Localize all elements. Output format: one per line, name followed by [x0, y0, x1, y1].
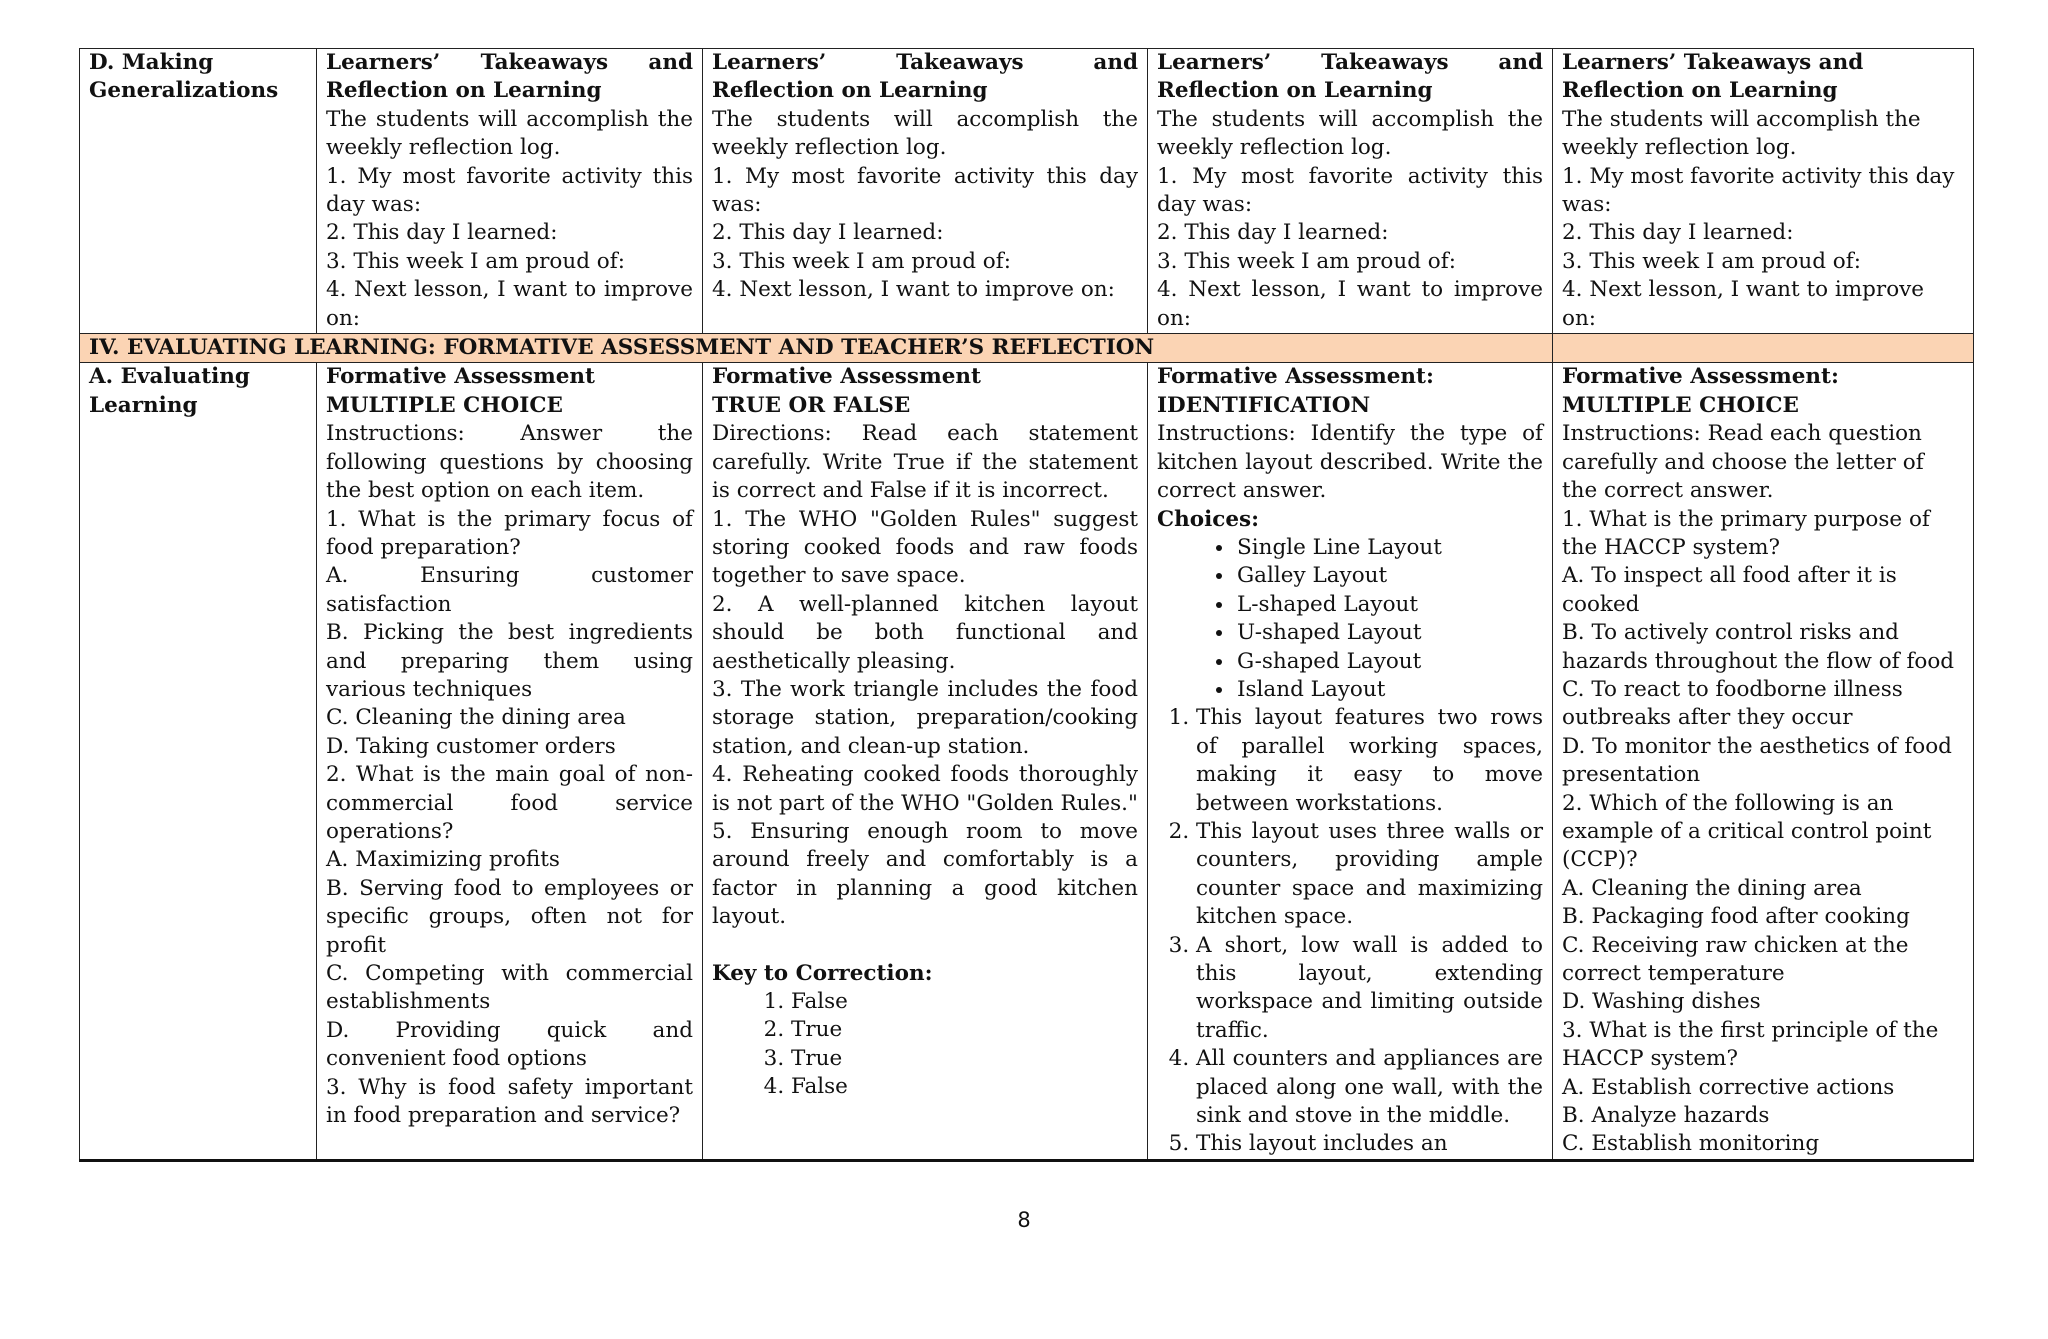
answer-key-item: 4. False — [791, 1073, 1138, 1101]
question-line: 2. Which of the following is an example of a critical control point (CCP)? — [1562, 790, 1932, 873]
reflection-intro: The students will accomplish the weekly reflection log. — [712, 106, 1138, 161]
answer-key-title: Key to Correction: — [712, 960, 933, 986]
reflection-day2 — [703, 49, 1148, 334]
choice-item: • Single Line Layout — [1235, 534, 1543, 562]
assessment-lines — [712, 420, 1138, 931]
assessment-title: Formative Assessment — [326, 364, 595, 390]
assessment-title: Formative Assessment: — [1562, 364, 1839, 390]
question-line: A. Establish corrective actions — [1562, 1074, 1895, 1100]
question-line: A. To inspect all food after it is cooked — [1562, 563, 1897, 617]
statement-line: 1. The WHO "Golden Rules" suggest storing cooked foods and raw foods together to save space. — [712, 506, 1138, 589]
reflection-item: 1. My most favorite activity this day was: — [326, 163, 693, 218]
statement-line: 2. A well-planned kitchen layout should be both functional and aesthetically pleasing. — [712, 591, 1138, 674]
reflection-heading: Learners’ Takeaways and Reflection on Learning — [326, 50, 693, 104]
reflection-heading: Learners’ Takeaways and Reflection on Learning — [712, 50, 1138, 104]
choices-label: Choices: — [1157, 506, 1260, 532]
assessment-instructions: Directions: Read each statement carefully. Write True if the statement is correct and False if it is incorrect. — [712, 421, 1138, 504]
question-line: D. Washing dishes — [1562, 989, 1761, 1015]
identification-item: 1. This layout features two rows of parallel working spaces, making it easy to move between workstations. — [1196, 704, 1543, 818]
reflection-item: 3. This week I am proud of: — [1562, 248, 1861, 274]
reflection-day4 — [1553, 49, 1974, 334]
question-line: B. Packaging food after cooking — [1562, 904, 1910, 930]
reflection-intro: The students will accomplish the weekly reflection log. — [1157, 106, 1543, 161]
assessment-type: TRUE OR FALSE — [712, 392, 911, 418]
question-line: 2. What is the main goal of non-commercial food service operations? — [326, 762, 693, 844]
question-line: B. Serving food to employees or specific groups, often not for profit — [326, 875, 693, 958]
question-line: C. Competing with commercial establishments — [326, 961, 693, 1015]
reflection-item: 1. My most favorite activity this day was: — [1157, 163, 1543, 218]
evaluating-label: A. Evaluating Learning — [80, 363, 317, 1160]
reflection-item: 2. This day I learned: — [1562, 220, 1794, 246]
generalizations-label: D. Making Generalizations — [80, 49, 317, 334]
choice-item: • G-shaped Layout — [1235, 648, 1543, 676]
answer-key-list — [712, 988, 1138, 1102]
statement-line: 5. Ensuring enough room to move around freely and comfortably is a factor in planning a good kitchen layout. — [712, 818, 1138, 930]
page-number: 8 — [1017, 1208, 1031, 1232]
assessment-type: MULTIPLE CHOICE — [1562, 392, 1799, 418]
question-line: B. To actively control risks and hazards throughout the flow of food — [1562, 620, 1955, 674]
question-line: D. Providing quick and convenient food options — [326, 1017, 693, 1072]
reflection-intro: The students will accomplish the weekly reflection log. — [326, 106, 693, 161]
reflection-item: 4. Next lesson, I want to improve on: — [326, 277, 693, 331]
identification-item: 5. This layout includes an — [1196, 1130, 1543, 1158]
identification-item: 2. This layout uses three walls or counters, providing ample counter space and maximizing kitchen space. — [1196, 818, 1543, 932]
assessment-multiple-choice-day4 — [1553, 363, 1974, 1160]
answer-key-item: 2. True — [791, 1016, 1138, 1044]
question-line: C. Establish monitoring — [1562, 1131, 1820, 1157]
choice-item: • Island Layout — [1235, 676, 1543, 704]
identification-item: 4. All counters and appliances are placed along one wall, with the sink and stove in the middle. — [1196, 1045, 1543, 1130]
identification-items — [1157, 704, 1543, 1159]
assessment-title: Formative Assessment — [712, 364, 981, 390]
answer-key-item: 1. False — [791, 988, 1138, 1016]
reflection-heading: Learners’ Takeaways and Reflection on Learning — [1157, 50, 1543, 104]
reflection-item: 2. This day I learned: — [326, 220, 558, 246]
assessment-type: IDENTIFICATION — [1157, 392, 1371, 418]
reflection-item: 4. Next lesson, I want to improve on: — [1157, 277, 1543, 331]
reflection-day1 — [317, 49, 703, 334]
question-line: C. Receiving raw chicken at the correct temperature — [1562, 932, 1909, 986]
assessment-instructions: Instructions: Read each question carefully and choose the letter of the correct answer. — [1562, 421, 1924, 504]
question-line: 1. What is the primary purpose of the HACCP system? — [1562, 506, 1930, 560]
spacer — [712, 932, 1138, 960]
reflection-intro: The students will accomplish the weekly reflection log. — [1562, 106, 1921, 161]
assessment-type: MULTIPLE CHOICE — [326, 392, 563, 418]
reflection-item: 3. This week I am proud of: — [712, 248, 1011, 274]
question-line: A. Maximizing profits — [326, 847, 560, 873]
question-line: D. To monitor the aesthetics of food presentation — [1562, 733, 1952, 788]
answer-key-item: 3. True — [791, 1045, 1138, 1073]
assessment-instructions: Instructions: Answer the following questions by choosing the best option on each item. — [326, 421, 693, 504]
assessment-multiple-choice-day1 — [317, 363, 703, 1160]
assessment-true-false — [703, 363, 1148, 1160]
assessment-lines — [1562, 420, 1964, 1159]
statement-line: 3. The work triangle includes the food storage station, preparation/cooking station, and clean-up station. — [712, 676, 1138, 759]
section-header-empty-cell — [1553, 334, 1974, 363]
assessment-title: Formative Assessment: — [1157, 364, 1434, 390]
generalizations-row — [80, 49, 1974, 334]
reflection-item: 2. This day I learned: — [712, 220, 944, 246]
question-line: C. Cleaning the dining area — [326, 705, 626, 731]
question-line: 3. Why is food safety important in food preparation and service? — [326, 1074, 693, 1129]
identification-item: 3. A short, low wall is added to this layout, extending workspace and limiting outside traffic. — [1196, 932, 1543, 1046]
section-header-row — [80, 334, 1974, 363]
reflection-item: 3. This week I am proud of: — [1157, 248, 1456, 274]
choice-item: • Galley Layout — [1235, 562, 1543, 590]
assessment-lines — [326, 420, 693, 1130]
assessment-identification — [1148, 363, 1553, 1160]
reflection-item: 4. Next lesson, I want to improve on: — [1562, 277, 1925, 331]
reflection-item: 4. Next lesson, I want to improve on: — [712, 277, 1115, 303]
choice-item: • L-shaped Layout — [1235, 591, 1543, 619]
question-line: C. To react to foodborne illness outbreaks after they occur — [1562, 676, 1903, 731]
reflection-day3 — [1148, 49, 1553, 334]
section-header: IV. EVALUATING LEARNING: FORMATIVE ASSESSMENT AND TEACHER’S REFLECTION — [80, 334, 1553, 363]
reflection-item: 3. This week I am proud of: — [326, 248, 625, 274]
reflection-item: 2. This day I learned: — [1157, 220, 1389, 246]
evaluating-row — [80, 363, 1974, 1160]
question-line: 1. What is the primary focus of food preparation? — [326, 506, 693, 560]
reflection-item: 1. My most favorite activity this day was: — [1562, 163, 1955, 218]
question-line: 3. What is the first principle of the HACCP system? — [1562, 1017, 1939, 1072]
reflection-heading: Learners’ Takeaways and Reflection on Learning — [1562, 50, 1864, 104]
question-line: A. Cleaning the dining area — [1562, 875, 1862, 901]
choices-list — [1157, 534, 1543, 704]
assessment-instructions: Instructions: Identify the type of kitchen layout described. Write the correct answer. — [1157, 421, 1543, 504]
question-line: B. Analyze hazards — [1562, 1103, 1770, 1129]
lesson-plan-table — [79, 48, 1974, 1162]
reflection-item: 1. My most favorite activity this day was: — [712, 163, 1138, 218]
choice-item: • U-shaped Layout — [1235, 619, 1543, 647]
statement-line: 4. Reheating cooked foods thoroughly is not part of the WHO "Golden Rules." — [712, 762, 1138, 816]
question-line: B. Picking the best ingredients and preparing them using various techniques — [326, 620, 693, 702]
question-line: A. Ensuring customer satisfaction — [326, 563, 693, 617]
question-line: D. Taking customer orders — [326, 733, 616, 759]
